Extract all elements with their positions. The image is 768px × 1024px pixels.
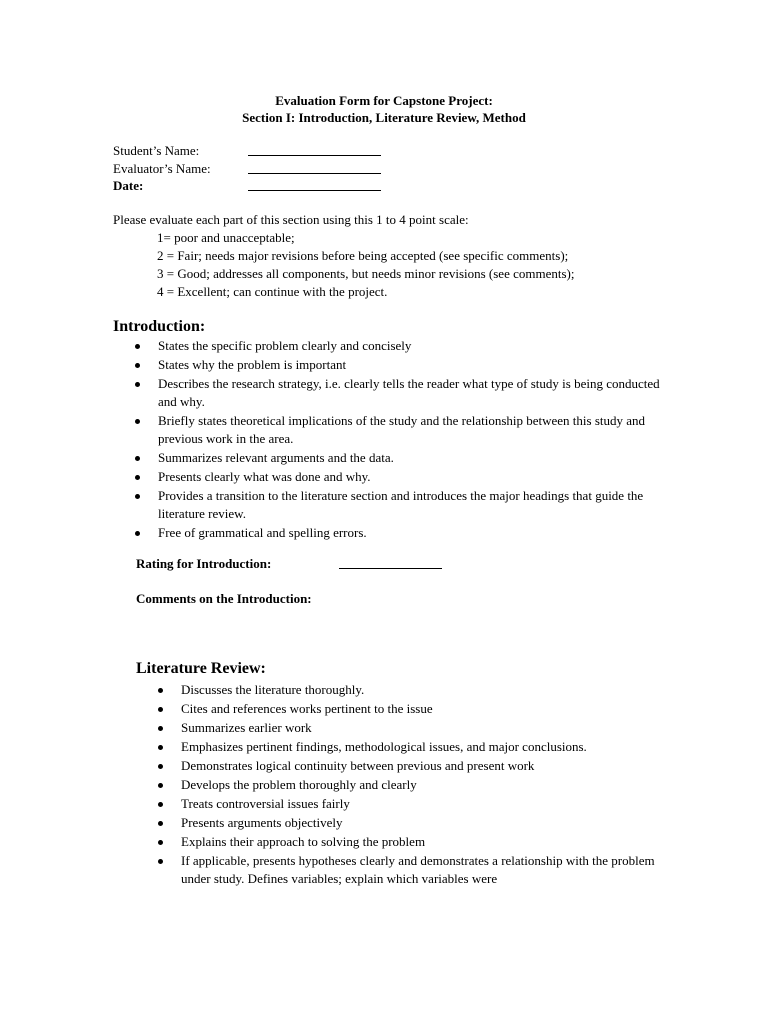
student-name-field (113, 142, 413, 160)
criteria-item (181, 852, 661, 888)
criteria-text: States the specific problem clearly and concisely (158, 338, 412, 353)
scale-item: 2 = Fair; needs major revisions before being accepted (see specific comments); (157, 248, 569, 263)
literature-review-heading: Literature Review: (136, 660, 266, 677)
evaluator-name-blank[interactable] (248, 173, 381, 174)
introduction-heading: Introduction: (113, 318, 206, 335)
bullet-icon (135, 382, 140, 387)
scale-item: 4 = Excellent; can continue with the project. (157, 284, 388, 299)
criteria-text: Cites and references works pertinent to the issue (181, 701, 433, 716)
criteria-text: Provides a transition to the literature section and introduces the major headings that guide the literature review. (158, 488, 644, 521)
criteria-text: Summarizes relevant arguments and the data. (158, 450, 394, 465)
criteria-text: Presents clearly what was done and why. (158, 469, 371, 484)
scale-instructions: Please evaluate each part of this section using this 1 to 4 point scale: (113, 212, 469, 227)
bullet-icon (158, 840, 163, 845)
criteria-text: Summarizes earlier work (181, 720, 312, 735)
criteria-item (181, 700, 661, 718)
criteria-text: Free of grammatical and spelling errors. (158, 525, 367, 540)
bullet-icon (158, 859, 163, 864)
criteria-text: Briefly states theoretical implications of the study and the relationship between this study and previous work in the area. (158, 413, 646, 446)
criteria-item (181, 795, 661, 813)
criteria-item (181, 719, 661, 737)
date-label: Date: (113, 178, 144, 193)
criteria-item (181, 814, 661, 832)
bullet-icon (158, 726, 163, 731)
form-title: Evaluation Form for Capstone Project: (275, 93, 493, 108)
criteria-item (158, 524, 668, 542)
evaluator-name-field (113, 160, 413, 178)
rating-blank[interactable] (339, 568, 442, 569)
date-blank[interactable] (248, 190, 381, 191)
scale-item: 3 = Good; addresses all components, but needs minor revisions (see comments); (157, 266, 575, 281)
bullet-icon (158, 764, 163, 769)
bullet-icon (158, 745, 163, 750)
bullet-icon (158, 802, 163, 807)
bullet-icon (135, 344, 140, 349)
section-title: Section I: Introduction, Literature Review, Method (242, 110, 526, 125)
rating-label: Rating for Introduction: (136, 556, 272, 571)
criteria-item (181, 776, 661, 794)
criteria-item (181, 757, 661, 775)
criteria-item (158, 375, 668, 411)
introduction-criteria-list (158, 337, 668, 543)
criteria-item (181, 681, 661, 699)
scale-item: 1= poor and unacceptable; (157, 230, 295, 245)
criteria-text: Treats controversial issues fairly (181, 796, 350, 811)
date-field (113, 177, 413, 195)
criteria-text: Develops the problem thoroughly and clearly (181, 777, 417, 792)
student-name-label: Student’s Name: (113, 143, 200, 158)
criteria-item (181, 738, 661, 756)
student-name-blank[interactable] (248, 155, 381, 156)
bullet-icon (135, 475, 140, 480)
bullet-icon (135, 494, 140, 499)
criteria-item (158, 449, 668, 467)
introduction-rating (136, 555, 456, 573)
criteria-text: Presents arguments objectively (181, 815, 343, 830)
criteria-text: If applicable, presents hypotheses clearly and demonstrates a relationship with the problem under study. Defines variables; explain which variables were (181, 853, 655, 886)
bullet-icon (158, 688, 163, 693)
criteria-item (158, 412, 668, 448)
criteria-text: Demonstrates logical continuity between previous and present work (181, 758, 535, 773)
criteria-text: Emphasizes pertinent findings, methodological issues, and major conclusions. (181, 739, 587, 754)
evaluator-name-label: Evaluator’s Name: (113, 161, 211, 176)
bullet-icon (135, 419, 140, 424)
criteria-item (158, 487, 668, 523)
introduction-comments-label: Comments on the Introduction: (136, 591, 312, 606)
bullet-icon (135, 456, 140, 461)
criteria-item (181, 833, 661, 851)
criteria-item (158, 337, 668, 355)
criteria-item (158, 356, 668, 374)
criteria-item (158, 468, 668, 486)
bullet-icon (158, 821, 163, 826)
scale-list (157, 229, 574, 301)
criteria-text: Explains their approach to solving the problem (181, 834, 426, 849)
criteria-text: Discusses the literature thoroughly. (181, 682, 365, 697)
bullet-icon (158, 783, 163, 788)
literature-review-criteria-list (181, 681, 661, 889)
criteria-text: Describes the research strategy, i.e. clearly tells the reader what type of study is being conducted and why. (158, 376, 660, 409)
criteria-text: States why the problem is important (158, 357, 347, 372)
bullet-icon (135, 363, 140, 368)
bullet-icon (135, 531, 140, 536)
bullet-icon (158, 707, 163, 712)
